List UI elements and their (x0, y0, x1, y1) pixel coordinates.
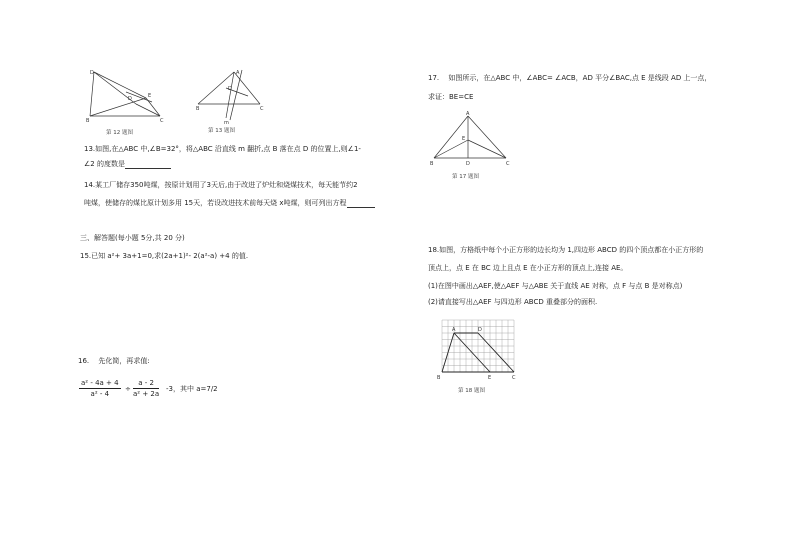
svg-text:D: D (128, 96, 132, 102)
q16-fraction-1-denominator: a² - 4 (90, 390, 110, 398)
question-13-line-2-text: ∠2 的度数是 (84, 160, 125, 168)
svg-text:C: C (160, 118, 164, 124)
svg-text:B: B (86, 118, 90, 124)
svg-text:A: A (236, 70, 240, 76)
question-14-line-1: 14.某工厂储存350吨煤，按原计划用了3天后,由于改进了炉灶和烧煤技术，每天能节约2 (84, 181, 358, 189)
section-3-heading: 三、解答题(每小题 5分,共 20 分) (80, 234, 185, 242)
fig18-label-b: B (437, 375, 441, 381)
fig17-label-c: C (506, 161, 510, 167)
figure-12 (86, 64, 166, 126)
q16-fraction-1-numerator: a² - 4a + 4 (81, 379, 119, 387)
figure-13-caption: 第 13 题图 (208, 128, 235, 134)
q16-fraction-2-denominator: a² + 2a (133, 390, 160, 398)
svg-text:D: D (90, 70, 94, 76)
question-17-line-2: 求证：BE=CE (428, 93, 474, 101)
question-18-line-2: 顶点上，点 E 在 BC 边上且点 E 在小正方形的顶点上,连接 AE。 (428, 264, 628, 272)
fig18-label-d: D (478, 327, 482, 333)
q16-division-sign: ÷ (125, 385, 131, 393)
svg-text:D: D (228, 86, 232, 92)
figure-13 (196, 66, 266, 124)
question-13-line-1: 13.如图,在△ABC 中,∠B=32°，将△ABC 沿直线 m 翻折,点 B 落在点 D 的位置上,则∠1- (84, 145, 361, 153)
figure-18-caption: 第 18 题图 (458, 388, 485, 394)
answer-blank (347, 200, 375, 208)
fig18-label-c: C (512, 375, 516, 381)
fig17-label-d: D (466, 161, 470, 167)
question-16: 16. 先化简，再求值: (78, 357, 150, 365)
q16-fraction-2 (133, 379, 159, 398)
question-13-line-2 (84, 160, 171, 169)
fig18-label-e: E (488, 375, 492, 381)
question-14-line-2-text: 吨煤，使储存的煤比原计划多用 15天，若设改进技术前每天烧 x吨煤，则可列出方程 (84, 199, 347, 207)
question-18-part-2: (2)请直接写出△AEF 与四边形 ABCD 重叠部分的面积. (428, 298, 598, 306)
question-17-line-1: 17. 如图所示，在△ABC 中，∠ABC= ∠ACB，AD 平分∠BAC,点 E 是线段 AD 上一点， (428, 74, 712, 82)
svg-text:B: B (196, 106, 200, 112)
svg-text:C: C (260, 106, 264, 112)
q16-fraction-2-numerator: a - 2 (133, 379, 159, 389)
question-15: 15.已知 a²+ 3a+1=0,求(2a+1)²- 2(a²-a) +4 的值. (80, 252, 249, 260)
figure-17-caption: 第 17 题图 (452, 174, 479, 180)
figure-18 (436, 316, 518, 384)
fig17-label-b: B (430, 161, 434, 167)
figure-17 (426, 110, 518, 172)
fig17-label-e: E (462, 136, 466, 142)
question-18-part-1: (1)在图中画出△AEF,使△AEF 与△ABE 关于直线 AE 对称，点 F 与点 B 是对称点) (428, 282, 683, 290)
answer-blank (125, 161, 171, 169)
svg-text:E: E (148, 93, 152, 99)
fig17-label-a: A (466, 111, 470, 117)
question-14-line-2 (84, 199, 375, 208)
fig18-label-a: A (452, 327, 456, 333)
svg-text:m: m (224, 120, 229, 124)
question-18-line-1: 18.如图，方格纸中每个小正方形的边长均为 1,四边形 ABCD 的四个顶点都在小正方形的 (428, 246, 704, 254)
figure-12-caption: 第 12 题图 (106, 130, 133, 136)
q16-fraction-1 (79, 379, 121, 398)
q16-tail: -3，其中 a=7/2 (166, 385, 218, 393)
